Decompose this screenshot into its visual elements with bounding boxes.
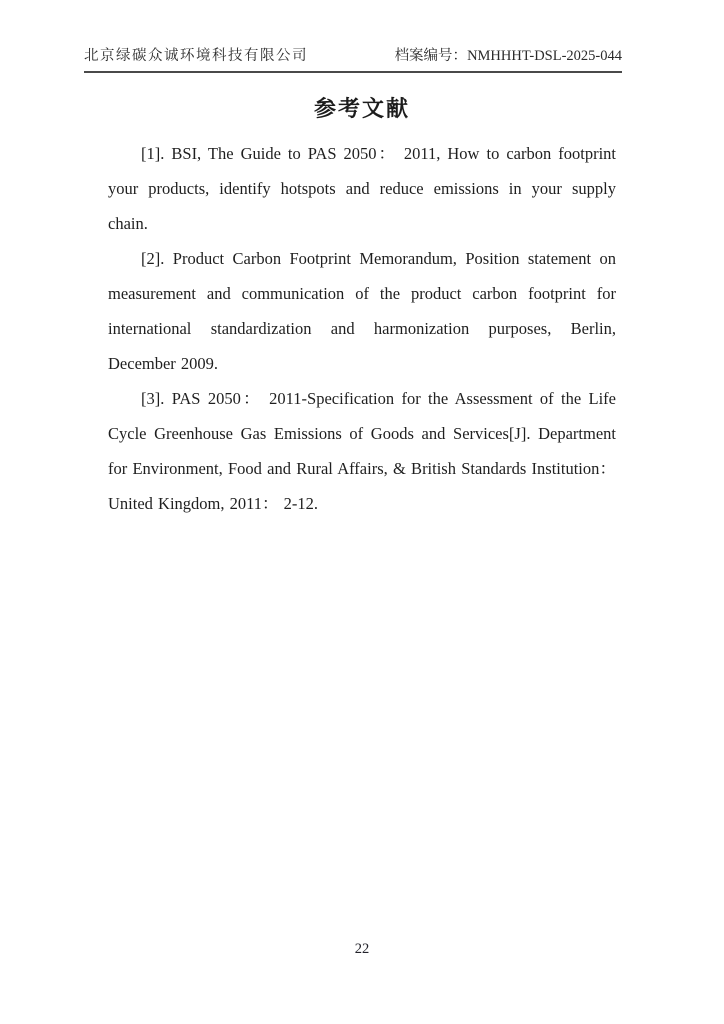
- page-title: 参考文献: [313, 96, 410, 121]
- references-section: [108, 136, 616, 521]
- header-company-name: 北京绿碳众诚环境科技有限公司: [84, 48, 308, 64]
- doc-number-label: 档案编号：: [394, 48, 468, 64]
- header-doc-number: [395, 47, 622, 66]
- reference-item-2: [2]. Product Carbon Footprint Memorandum, Position statement on measurement and communication of the product carbon footprint for international standardization and harmonization purposes, Berlin, December 2009.: [108, 249, 616, 373]
- page-header: [84, 47, 622, 73]
- reference-item-3: [3]. PAS 2050： 2011-Specification for the Assessment of the Life Cycle Greenhouse Gas Emissions of Goods and Services[J]. Department for Environment, Food and Rural Affairs, & British Standards Institution： United Kingdom, 2011： 2-12.: [108, 389, 616, 513]
- doc-number-value: NMHHHT-DSL-2025-044: [467, 48, 622, 64]
- reference-item-1: [1]. BSI, The Guide to PAS 2050： 2011, How to carbon footprint your products, identify hotspots and reduce emissions in your supply chain.: [108, 144, 616, 233]
- page-footer: [0, 941, 724, 958]
- page-number: 22: [354, 941, 370, 957]
